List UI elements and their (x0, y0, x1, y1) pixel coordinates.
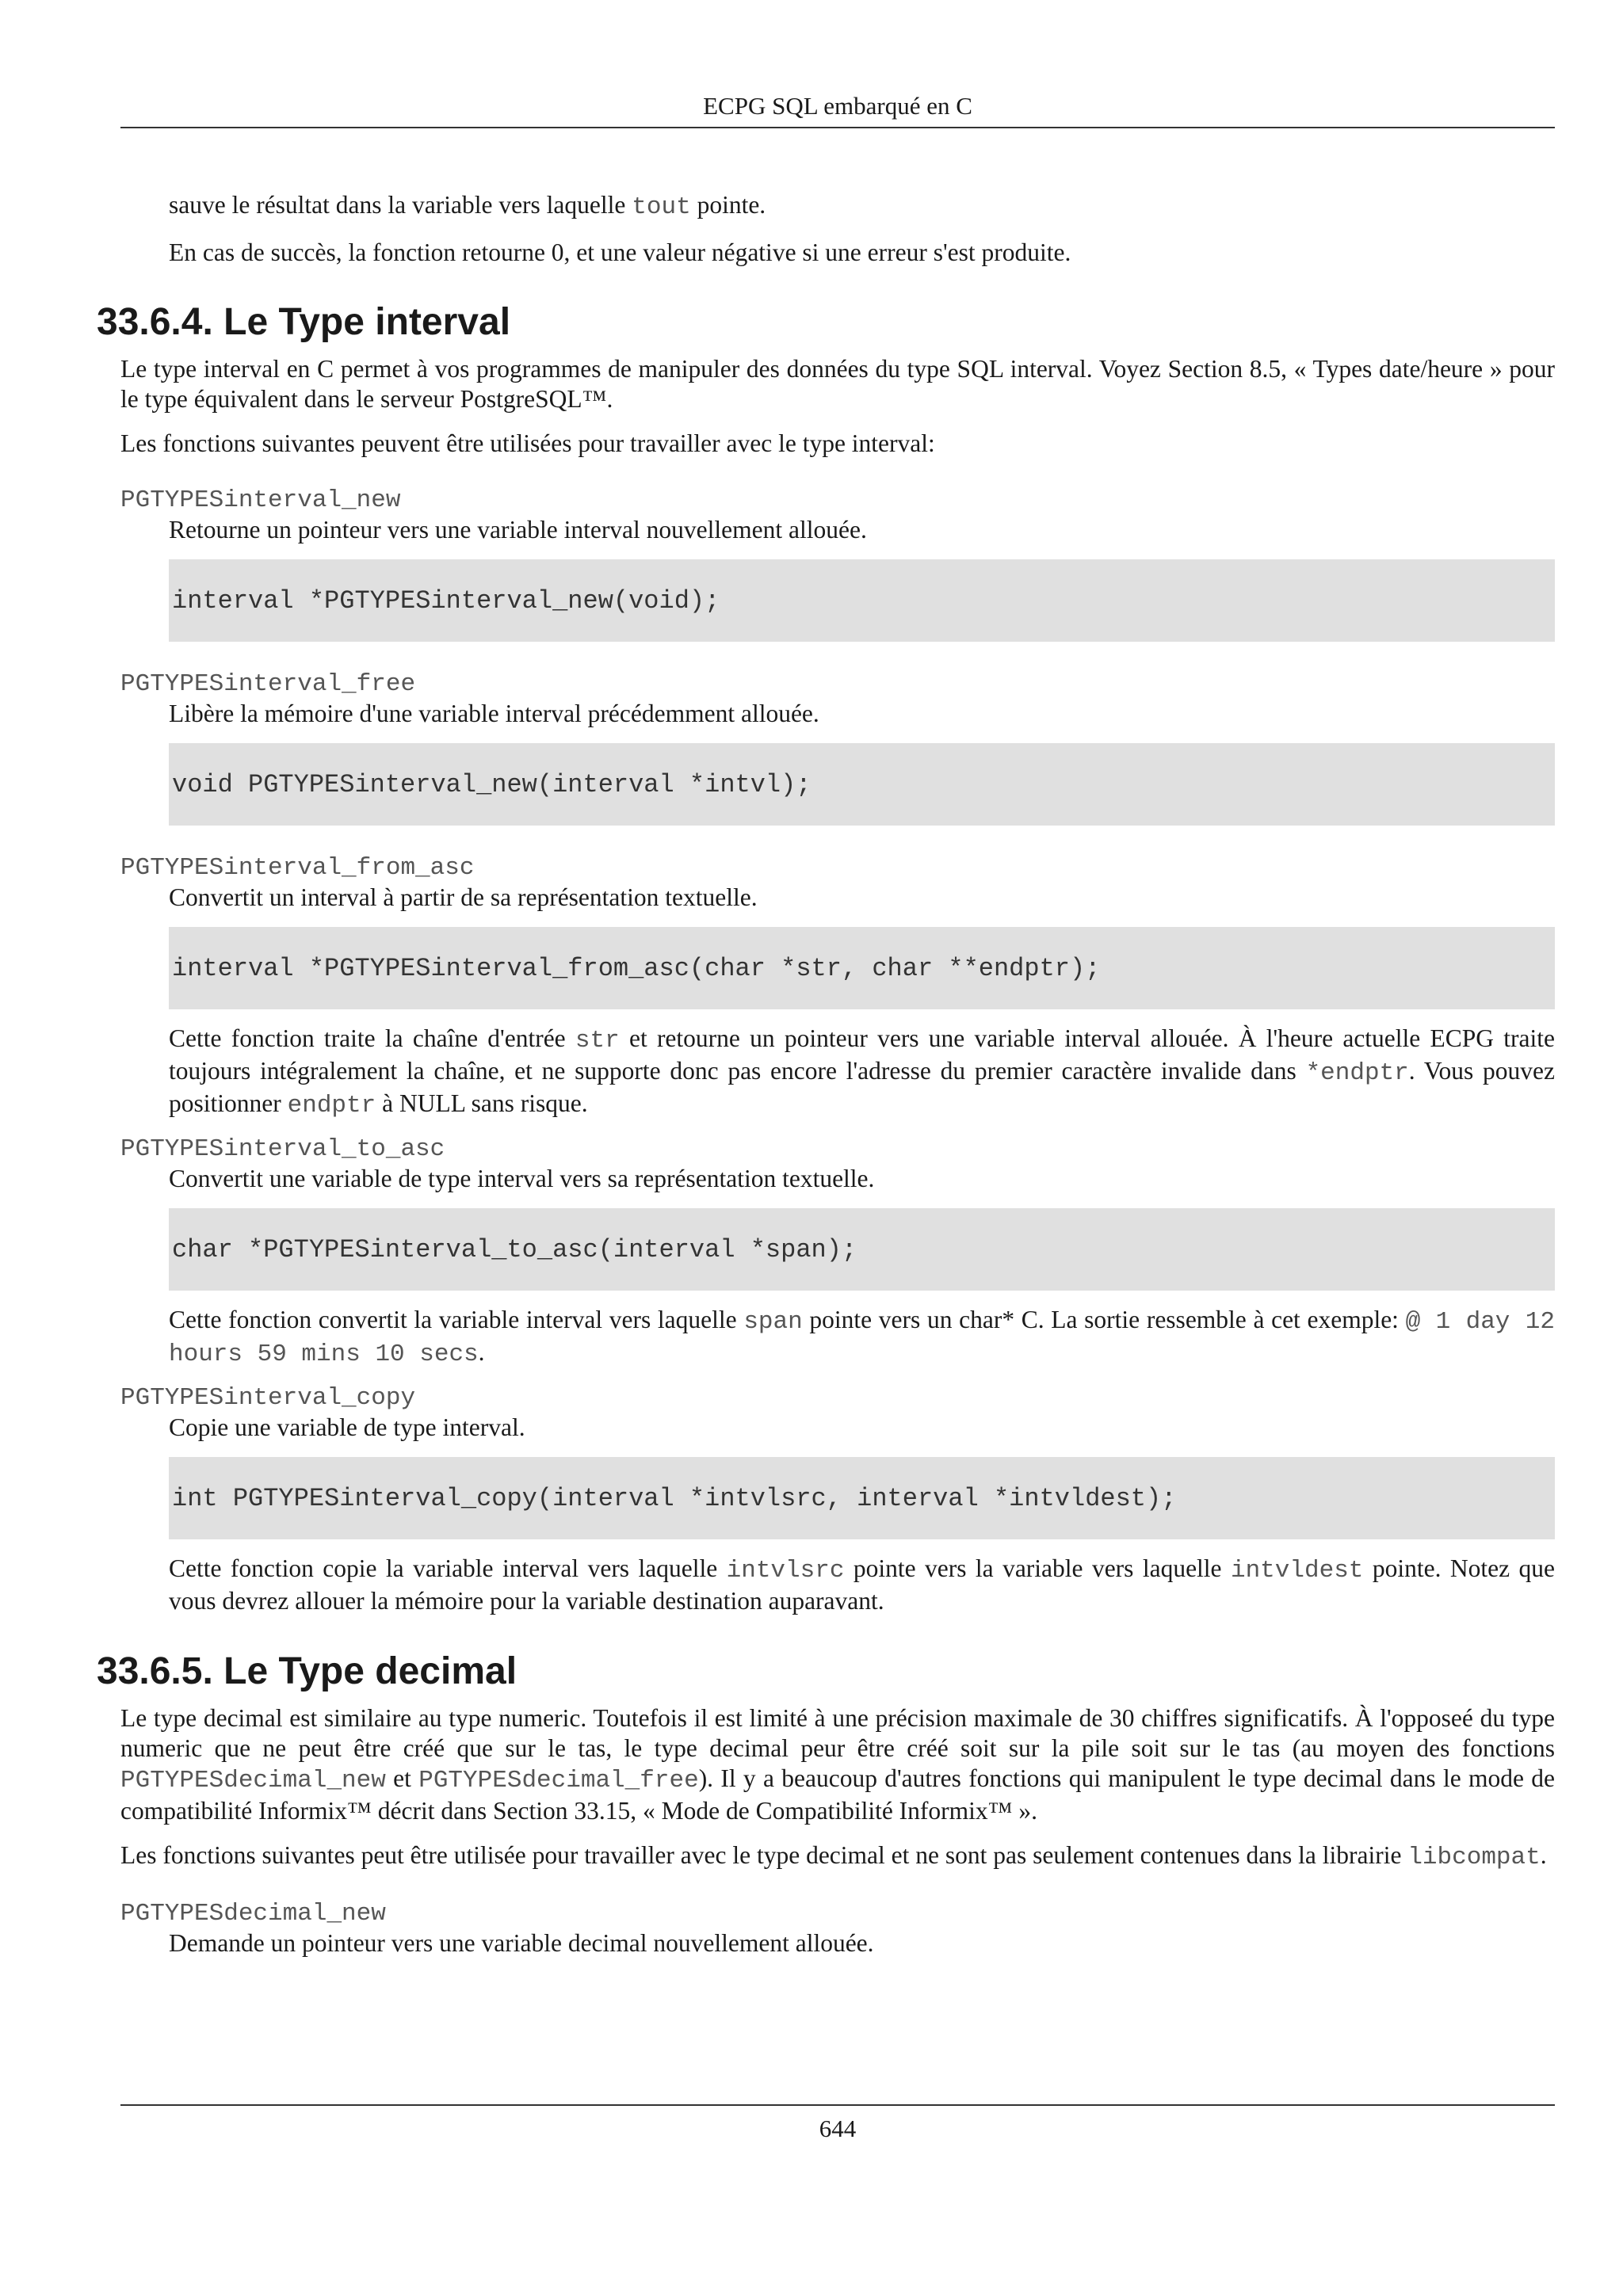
function-term: PGTYPESinterval_copy (120, 1384, 416, 1412)
function-note: Cette fonction convertit la variable interval vers laquelle span pointe vers un char* C. La sortie ressemble à cet exemple: @ 1 day 12 hours 59 mins 10 secs. (169, 1306, 1556, 1368)
code-block: interval *PGTYPESinterval_new(void); (169, 559, 1555, 642)
running-header: ECPG SQL embarqué en C (703, 92, 972, 120)
page-number: 644 (819, 2115, 857, 2142)
function-note: Cette fonction traite la chaîne d'entrée str et retourne un pointeur vers une variable interval allouée. À l'heure actuelle ECPG traite toujours intégralement la chaîne, et ne supporte donc pas encore l'adresse du premier caractère invalide dans *endptr. Vous pouvez positionner endptr à NULL sans risque. (169, 1024, 1555, 1119)
footer-rule (120, 2104, 1555, 2106)
function-note: Cette fonction copie la variable interval vers laquelle intvlsrc pointe vers la variable vers laquelle intvldest pointe. Notez que vous devrez allouer la mémoire pour la variable destination auparavant. (169, 1554, 1555, 1615)
function-entry (120, 1135, 1555, 1370)
function-term: PGTYPESinterval_to_asc (120, 1135, 445, 1163)
function-entry (120, 670, 1555, 826)
function-entry (120, 486, 1555, 642)
section-heading-decimal: 33.6.5. Le Type decimal (97, 1650, 517, 1692)
page-content (97, 190, 1556, 1958)
function-description: Convertit une variable de type interval vers sa représentation textuelle. (169, 1165, 875, 1192)
inline-code-tout: tout (632, 193, 691, 221)
intro-paragraph-1: sauve le résultat dans la variable vers laquelle tout pointe. (169, 191, 766, 221)
decimal-paragraph-1: Le type decimal est similaire au type numeric. Toutefois il est limité à une précision maximale de 30 chiffres significatifs. À l'opposeé du type numeric que ne peut être créé que sur le tas, le type decimal peur être créé soit sur la pile soit sur le tas (au moyen des fonctions PGTYPESdecimal_new et PGTYPESdecimal_free). Il y a beaucoup d'autres fonctions qui manipulent le type decimal dans le mode de compatibilité Informix™ décrit dans Section 33.15, « Mode de Compatibilité Informix™ ». (120, 1704, 1556, 1825)
function-entry (120, 854, 1555, 1121)
code-block: char *PGTYPESinterval_to_asc(interval *span); (169, 1208, 1555, 1291)
section-heading-interval: 33.6.4. Le Type interval (97, 301, 511, 343)
function-description: Copie une variable de type interval. (169, 1413, 525, 1441)
decimal-paragraph-2: Les fonctions suivantes peut être utilisée pour travailler avec le type decimal et ne sont pas seulement contenues dans la librairie libcompat. (120, 1841, 1547, 1871)
function-description: Demande un pointeur vers une variable decimal nouvellement allouée. (169, 1929, 874, 1957)
function-entry (120, 1384, 1555, 1616)
interval-paragraph-1: Le type interval en C permet à vos programmes de manipuler des données du type SQL interval. Voyez Section 8.5, « Types date/heure » pour le type équivalent dans le serveur PostgreSQL™. (120, 355, 1555, 413)
interval-paragraph-2: Les fonctions suivantes peuvent être utilisées pour travailler avec le type interval: (120, 429, 935, 457)
function-entry (120, 1900, 1555, 1958)
code-block: int PGTYPESinterval_copy(interval *intvlsrc, interval *intvldest); (169, 1457, 1555, 1539)
function-term: PGTYPESinterval_from_asc (120, 854, 475, 882)
function-term: PGTYPESinterval_free (120, 670, 416, 698)
function-description: Convertit un interval à partir de sa représentation textuelle. (169, 883, 758, 911)
intro-paragraph-2: En cas de succès, la fonction retourne 0, et une valeur négative si une erreur s'est produite. (169, 238, 1071, 266)
code-block: interval *PGTYPESinterval_from_asc(char *str, char **endptr); (169, 927, 1555, 1009)
code-block: void PGTYPESinterval_new(interval *intvl); (169, 743, 1555, 826)
function-description: Retourne un pointeur vers une variable interval nouvellement allouée. (169, 516, 867, 543)
header-rule (120, 127, 1555, 128)
function-term: PGTYPESinterval_new (120, 486, 401, 514)
function-term: PGTYPESdecimal_new (120, 1900, 386, 1928)
function-description: Libère la mémoire d'une variable interval précédemment allouée. (169, 700, 819, 727)
